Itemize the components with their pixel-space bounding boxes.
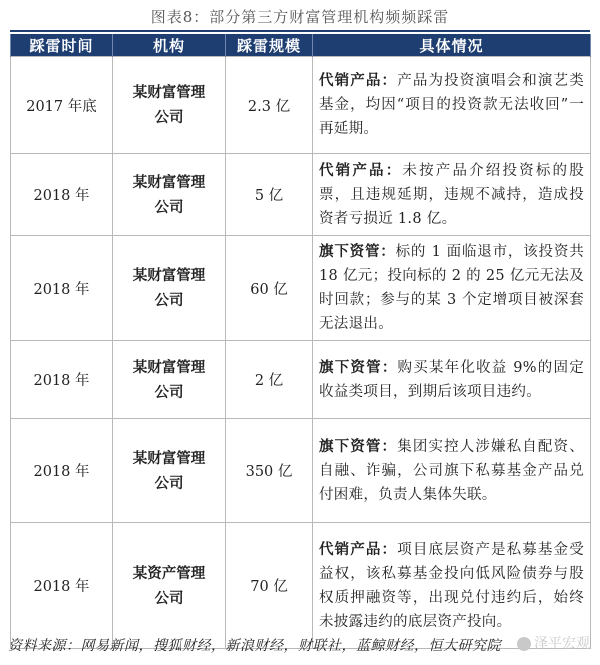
- cell-scale: 5 亿: [226, 154, 313, 236]
- header-scale: 踩雷规模: [226, 34, 313, 57]
- cell-scale: 2 亿: [226, 341, 313, 419]
- cell-time: 2018 年: [11, 236, 113, 341]
- detail-label: 旗下资管：: [319, 243, 396, 260]
- cell-scale: 60 亿: [226, 236, 313, 341]
- table-row: [11, 419, 591, 523]
- cell-detail: [313, 419, 591, 523]
- table-row: [11, 341, 591, 419]
- detail-text: 未按产品介绍投资标的股票，且违规延期，违规不减持，造成投资者亏损近 1.8 亿。: [319, 162, 584, 227]
- cell-org: [113, 419, 226, 523]
- org-name: 某资产管理公司: [132, 564, 206, 607]
- cell-detail: [313, 341, 591, 419]
- watermark-text: 泽平宏观: [534, 636, 590, 652]
- header-time: 踩雷时间: [11, 34, 113, 57]
- title-rule: [10, 30, 590, 32]
- org-name: 某财富管理公司: [132, 173, 206, 216]
- detail-label: 代销产品：: [319, 72, 398, 89]
- table-row: [11, 523, 591, 649]
- cell-time: 2018 年: [11, 341, 113, 419]
- table-header-row: [11, 34, 591, 57]
- detail-text: 产品为投资演唱会和演艺类基金，均因“项目的投资款无法收回”一再延期。: [319, 73, 584, 137]
- watermark: [517, 633, 590, 653]
- detail-text: 购买某年化收益 9%的固定收益类项目，到期后该项目违约。: [319, 359, 585, 400]
- cell-org: [113, 341, 226, 419]
- figure-title: 图表8：部分第三方财富管理机构频频踩雷: [150, 8, 450, 26]
- detail-label: 代销产品：: [319, 540, 398, 558]
- cell-detail: [313, 154, 591, 236]
- org-name: 某财富管理公司: [132, 449, 206, 492]
- cell-scale: 2.3 亿: [226, 57, 313, 154]
- org-name: 某财富管理公司: [132, 358, 206, 401]
- cell-scale: 350 亿: [226, 419, 313, 523]
- table-row: [11, 154, 591, 236]
- source-note: 资料来源：网易新闻，搜狐财经，新浪财经，财联社，蓝鲸财经，恒大研究院: [8, 638, 501, 654]
- cell-org: [113, 57, 226, 154]
- cell-detail: [313, 523, 591, 649]
- cell-detail: [313, 236, 591, 341]
- incident-table: [10, 34, 591, 649]
- table-row: [11, 57, 591, 154]
- detail-label: 旗下资管：: [319, 358, 398, 376]
- cell-time: 2017 年底: [11, 57, 113, 154]
- detail-text: 标的 1 面临退市，该投资共 18 亿元；投向标的 2 的 25 亿元无法及时回款；参与的某 3 个定增项目被深套无法退出。: [319, 244, 584, 332]
- cell-scale: 70 亿: [226, 523, 313, 649]
- wechat-icon: [517, 637, 531, 651]
- cell-detail: [313, 57, 591, 154]
- table-row: [11, 236, 591, 341]
- header-org: 机构: [113, 34, 226, 57]
- cell-org: [113, 523, 226, 649]
- detail-text: 项目底层资产是私募基金受益权，该私募基金投向低风险债券与股权质押融资等，出现兑付违约后，始终未披露违约的底层资产投向。: [319, 541, 584, 630]
- org-name: 某财富管理公司: [132, 84, 206, 126]
- cell-time: 2018 年: [11, 419, 113, 523]
- cell-time: 2018 年: [11, 154, 113, 236]
- detail-label: 旗下资管：: [319, 437, 398, 455]
- org-name: 某财富管理公司: [132, 267, 206, 309]
- detail-text: 集团实控人涉嫌私自配资、自融、诈骗，公司旗下私募基金产品兑付困难，负责人集体失联。: [319, 438, 584, 503]
- detail-label: 代销产品：: [319, 161, 403, 179]
- cell-org: [113, 236, 226, 341]
- header-detail: 具体情况: [313, 34, 591, 57]
- cell-time: 2018 年: [11, 523, 113, 649]
- cell-org: [113, 154, 226, 236]
